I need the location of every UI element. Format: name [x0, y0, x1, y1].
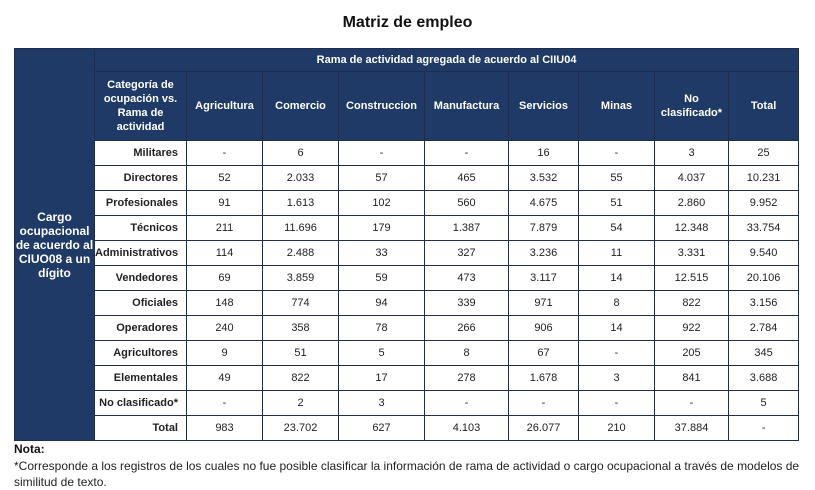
table-cell: 211: [187, 216, 263, 241]
table-cell: 9.952: [729, 191, 799, 216]
table-cell: 205: [655, 341, 729, 366]
table-cell: -: [579, 391, 655, 416]
table-cell: 2.033: [263, 166, 339, 191]
table-cell: 210: [579, 416, 655, 441]
table-cell: 3.156: [729, 291, 799, 316]
table-cell: 2.784: [729, 316, 799, 341]
table-row: [15, 191, 799, 216]
table-cell: 23.702: [263, 416, 339, 441]
table-cell: 1.387: [425, 216, 509, 241]
table-cell: 2.860: [655, 191, 729, 216]
table-cell: 3: [579, 366, 655, 391]
table-cell: -: [729, 416, 799, 441]
row-label: No clasificado*: [95, 391, 187, 416]
table-cell: 774: [263, 291, 339, 316]
table-cell: 3.236: [509, 241, 579, 266]
side-label: Cargo ocupacional de acuerdo al CIUO08 a un dígito: [15, 49, 95, 441]
table-cell: 37.884: [655, 416, 729, 441]
table-cell: 94: [339, 291, 425, 316]
table-cell: 345: [729, 341, 799, 366]
row-label: Total: [95, 416, 187, 441]
column-header: Comercio: [263, 72, 339, 141]
table-cell: 16: [509, 141, 579, 166]
table-cell: 822: [655, 291, 729, 316]
table-cell: 54: [579, 216, 655, 241]
row-label: Agricultores: [95, 341, 187, 366]
table-cell: 14: [579, 316, 655, 341]
table-cell: 5: [729, 391, 799, 416]
table-cell: 4.675: [509, 191, 579, 216]
table-cell: 51: [579, 191, 655, 216]
table-cell: 51: [263, 341, 339, 366]
table-cell: 9: [187, 341, 263, 366]
table-cell: 8: [425, 341, 509, 366]
column-header: No clasificado*: [655, 72, 729, 141]
table-cell: -: [579, 141, 655, 166]
table-cell: 12.515: [655, 266, 729, 291]
table-cell: 57: [339, 166, 425, 191]
table-cell: 14: [579, 266, 655, 291]
table-cell: 983: [187, 416, 263, 441]
table-cell: 33.754: [729, 216, 799, 241]
page-title: Matriz de empleo: [342, 14, 473, 31]
table-cell: 2: [263, 391, 339, 416]
table-cell: -: [339, 141, 425, 166]
table-row: [15, 391, 799, 416]
table-cell: 3: [339, 391, 425, 416]
table-cell: 148: [187, 291, 263, 316]
table-cell: 3: [655, 141, 729, 166]
row-label: Técnicos: [95, 216, 187, 241]
table-cell: 922: [655, 316, 729, 341]
corner-header: Categoría de ocupación vs. Rama de actividad: [95, 72, 187, 141]
table-cell: 971: [509, 291, 579, 316]
table-cell: 7.879: [509, 216, 579, 241]
table-row: [15, 166, 799, 191]
table-cell: 59: [339, 266, 425, 291]
table-cell: 906: [509, 316, 579, 341]
table-cell: 10.231: [729, 166, 799, 191]
table-cell: 1.613: [263, 191, 339, 216]
row-label: Directores: [95, 166, 187, 191]
table-cell: 627: [339, 416, 425, 441]
note-title: Nota:: [14, 442, 45, 456]
table-row: [15, 216, 799, 241]
table-row: [15, 141, 799, 166]
table-cell: 560: [425, 191, 509, 216]
table-cell: 20.106: [729, 266, 799, 291]
table-cell: 358: [263, 316, 339, 341]
table-cell: -: [425, 141, 509, 166]
table-row: [15, 341, 799, 366]
table-row: [15, 241, 799, 266]
table-cell: 26.077: [509, 416, 579, 441]
table-cell: 3.859: [263, 266, 339, 291]
note-text: *Corresponde a los registros de los cuales no fue posible clasificar la información de rama de actividad o cargo ocupacional a través de modelos de similitud de texto.: [14, 459, 800, 489]
table-cell: 3.117: [509, 266, 579, 291]
table-cell: 4.103: [425, 416, 509, 441]
table-cell: 822: [263, 366, 339, 391]
table-cell: 1.678: [509, 366, 579, 391]
row-label: Operadores: [95, 316, 187, 341]
row-label: Elementales: [95, 366, 187, 391]
table-cell: 11.696: [263, 216, 339, 241]
table-cell: 3.688: [729, 366, 799, 391]
table-cell: 4.037: [655, 166, 729, 191]
row-label: Vendedores: [95, 266, 187, 291]
table-cell: 52: [187, 166, 263, 191]
table-cell: -: [655, 391, 729, 416]
table-row: [15, 316, 799, 341]
table-cell: 114: [187, 241, 263, 266]
table-cell: 55: [579, 166, 655, 191]
table-row: [15, 366, 799, 391]
table-cell: 12.348: [655, 216, 729, 241]
group-header: Rama de actividad agregada de acuerdo al CIIU04: [95, 49, 799, 72]
table-cell: 339: [425, 291, 509, 316]
table-cell: 6: [263, 141, 339, 166]
column-header: Construccion: [339, 72, 425, 141]
table-cell: 473: [425, 266, 509, 291]
table-cell: -: [509, 391, 579, 416]
table-cell: 49: [187, 366, 263, 391]
row-label: Militares: [95, 141, 187, 166]
table-cell: 33: [339, 241, 425, 266]
table-cell: 465: [425, 166, 509, 191]
table-cell: 2.488: [263, 241, 339, 266]
table-cell: -: [187, 391, 263, 416]
employment-matrix-table: [14, 48, 799, 441]
table-cell: 278: [425, 366, 509, 391]
table-cell: 266: [425, 316, 509, 341]
table-row: [15, 266, 799, 291]
table-cell: 17: [339, 366, 425, 391]
table-cell: 179: [339, 216, 425, 241]
column-header: Servicios: [509, 72, 579, 141]
column-header: Total: [729, 72, 799, 141]
table-cell: 3.331: [655, 241, 729, 266]
table-cell: 9.540: [729, 241, 799, 266]
table-cell: -: [187, 141, 263, 166]
table-cell: -: [425, 391, 509, 416]
row-label: Oficiales: [95, 291, 187, 316]
table-cell: 91: [187, 191, 263, 216]
table-cell: 25: [729, 141, 799, 166]
table-cell: 5: [339, 341, 425, 366]
table-cell: 67: [509, 341, 579, 366]
table-cell: 69: [187, 266, 263, 291]
column-header: Agricultura: [187, 72, 263, 141]
table-cell: 78: [339, 316, 425, 341]
table-cell: 240: [187, 316, 263, 341]
column-header: Manufactura: [425, 72, 509, 141]
table-cell: 102: [339, 191, 425, 216]
table-row: [15, 291, 799, 316]
row-label: Profesionales: [95, 191, 187, 216]
column-header: Minas: [579, 72, 655, 141]
table-cell: 8: [579, 291, 655, 316]
table-cell: -: [579, 341, 655, 366]
row-label: Administrativos: [95, 241, 187, 266]
table-row: [15, 416, 799, 441]
table-cell: 11: [579, 241, 655, 266]
table-cell: 327: [425, 241, 509, 266]
table-cell: 3.532: [509, 166, 579, 191]
table-cell: 841: [655, 366, 729, 391]
